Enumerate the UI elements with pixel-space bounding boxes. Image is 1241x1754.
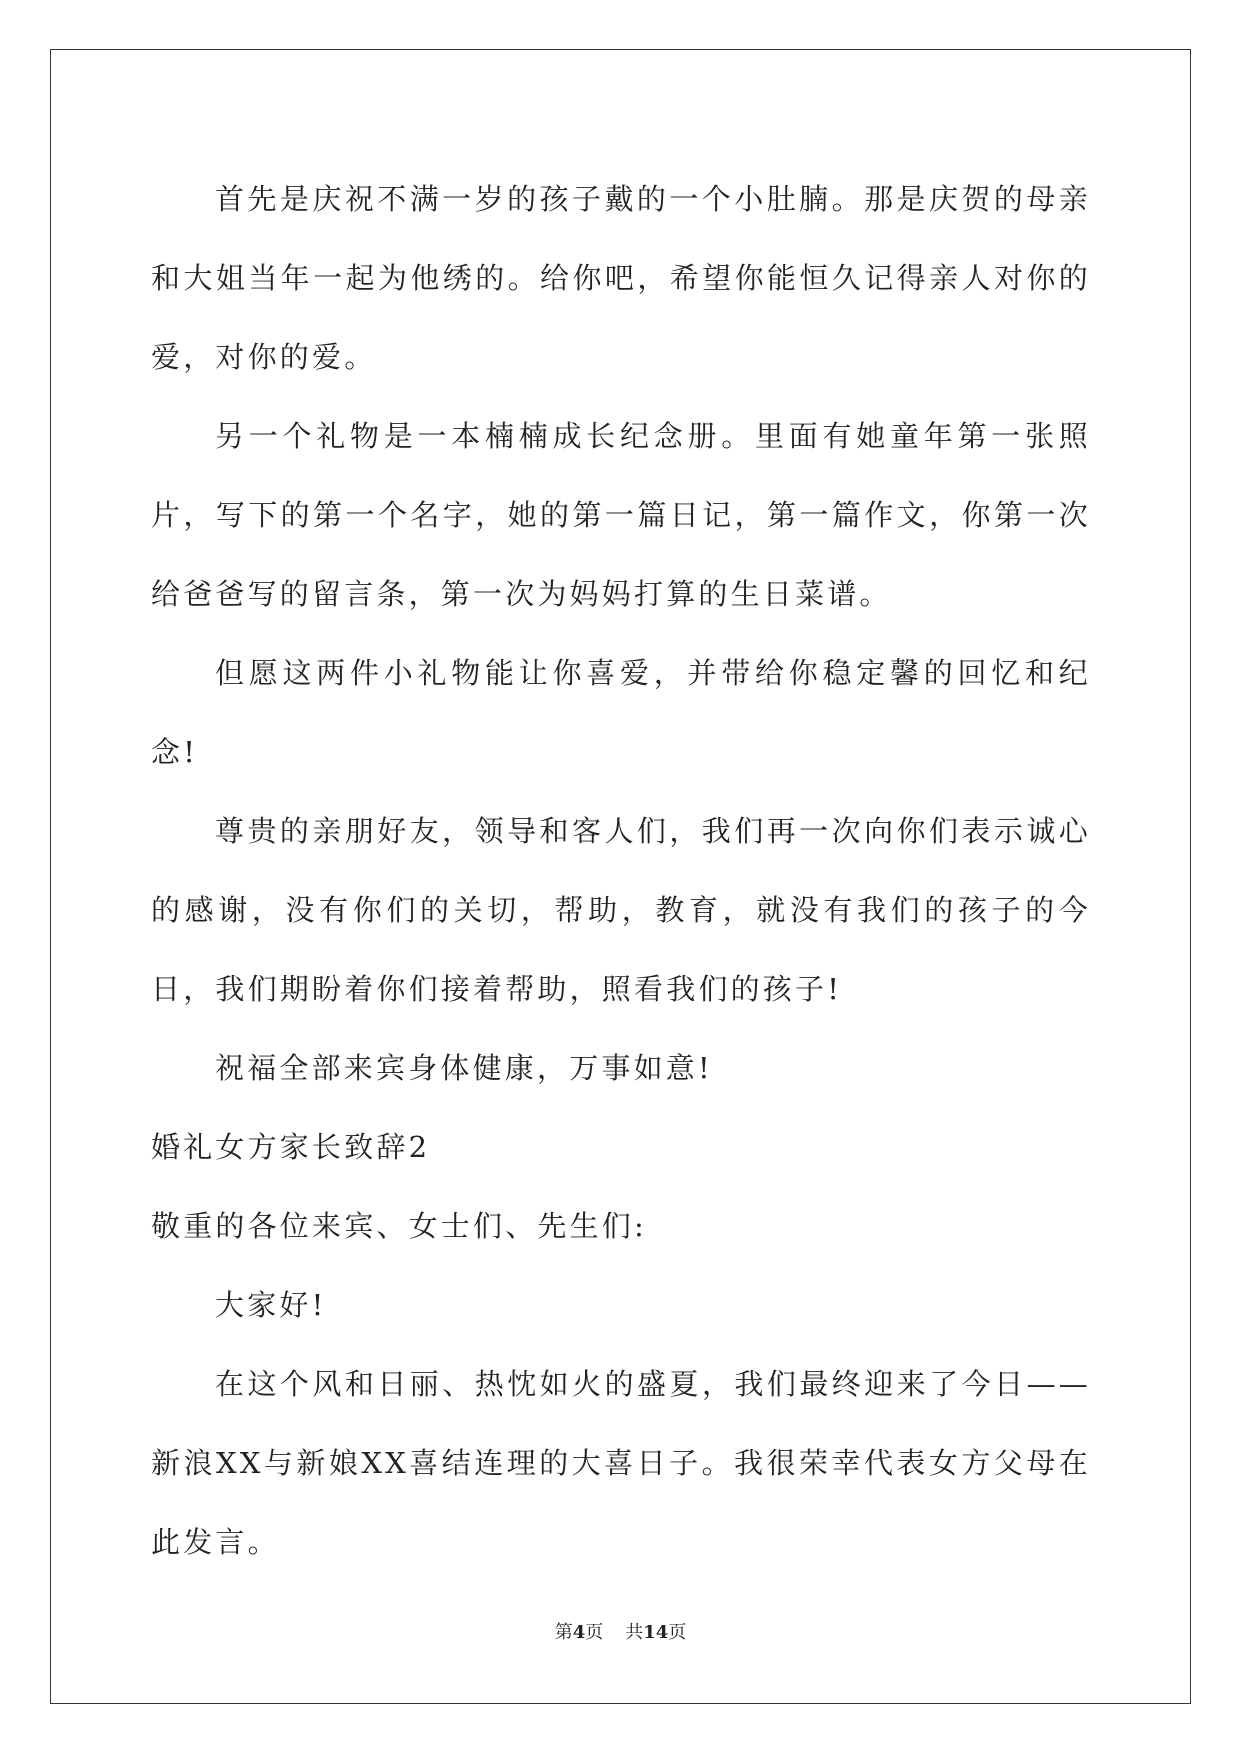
paragraph-thanks: 尊贵的亲朋好友，领导和客人们，我们再一次向你们表示诚心的感谢，没有你们的关切，帮助，教育，就没有我们的孩子的今日，我们期盼着你们接着帮助，照看我们的孩子!: [151, 814, 1091, 1006]
page-number: 4: [572, 1622, 586, 1643]
paragraph-wish: 但愿这两件小礼物能让你喜爱，并带给你稳定馨的回忆和纪念!: [151, 656, 1091, 769]
page-footer: [0, 1622, 1241, 1644]
greeting: 大家好!: [215, 1288, 327, 1322]
total-suffix: 页: [668, 1622, 687, 1643]
total-prefix: 共: [625, 1622, 644, 1643]
document-body: [151, 160, 1091, 1582]
page-prefix: 第: [554, 1622, 573, 1643]
salutation: 敬重的各位来宾、女士们、先生们:: [151, 1209, 647, 1243]
paragraph-gift-belly: 首先是庆祝不满一岁的孩子戴的一个小肚腩。那是庆贺的母亲和大姐当年一起为他绣的。给你吧，希望你能恒久记得亲人对你的爱，对你的爱。: [151, 182, 1091, 374]
paragraph-blessing: 祝福全部来宾身体健康，万事如意!: [215, 1051, 713, 1085]
page-suffix: 页: [585, 1622, 604, 1643]
total-pages: 14: [643, 1622, 669, 1643]
paragraph-gift-album: 另一个礼物是一本楠楠成长纪念册。里面有她童年第一张照片，写下的第一个名字，她的第一篇日记，第一篇作文，你第一次给爸爸写的留言条，第一次为妈妈打算的生日菜谱。: [151, 419, 1091, 611]
section-title: 婚礼女方家长致辞2: [151, 1130, 431, 1164]
paragraph-opening: 在这个风和日丽、热忱如火的盛夏，我们最终迎来了今日——新浪XX与新娘XX喜结连理的大喜日子。我很荣幸代表女方父母在此发言。: [151, 1367, 1091, 1559]
